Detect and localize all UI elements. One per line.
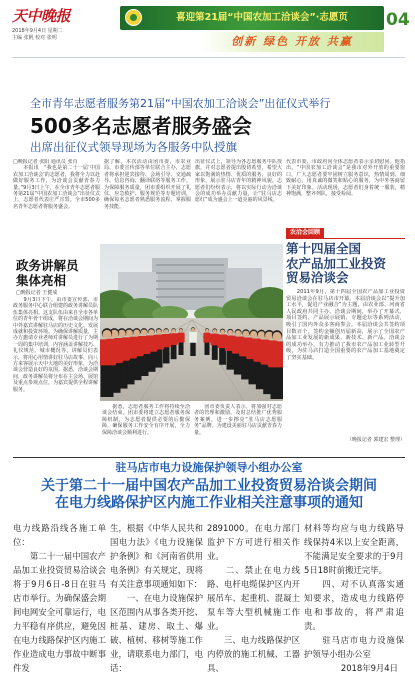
notice-paragraph: 材料等均应与电力线路导线保持4米以上安全距离，不能满足安全要求的于9月5日18时前搬迁完毕。 <box>304 523 404 575</box>
section-divider <box>13 457 405 458</box>
lead-column-4 <box>286 159 405 223</box>
lead-continued-column-1 <box>102 404 190 454</box>
lead-subhead: 出席出征仪式领导现场为各服务中队授旗 <box>30 140 237 154</box>
lead-continued-column-2 <box>194 404 282 454</box>
lead-byline: □晚报记者 张阳 通讯员 张肖 <box>13 159 78 165</box>
sidebar-paragraph: 2011年9月，第十四届全国农产品加工业投资贸易洽谈会在驻马店市开幕。本届洽谈会以“提升加工水平，促进产业融合”为主题，由农业部、河南省人民政府共同主办。洽谈会期间，举办了开幕式、项目签约、产品展示展销、专题论坛等系列活动，吸引了国内外众多客商参会。本届洽谈会共签约项目数百个，签约金额创历届新高，展示了全国农产品加工业发展的新成果、新技术、新产品。洽谈会的成功举办，有力推动了我市农产品加工业转型升级，为驻马店打造全国重要的农产品加工基地奠定了坚实基础。 <box>286 289 405 361</box>
side-story-body <box>13 297 98 454</box>
notice-paragraph: 生，根据《中华人民共和国电力法》《电力设施保护条例》和《河南省供用电条例》有关规定，现将有关注意事项通知如下： <box>110 523 203 589</box>
notice-salutation: 电力线路沿线各施工单位： <box>13 523 106 547</box>
notice-date: 2018年9月4日 <box>340 663 398 673</box>
notice-title-line: 在电力线路保护区内施工作业相关注意事项的通知 <box>55 495 363 511</box>
editor-credits: 主编 张帆 校对 张明 <box>12 35 57 41</box>
notice-title-line: 关于第二十一届中国农产品加工业投资贸易洽谈会期间 <box>41 478 377 494</box>
notice-paragraph: 第二十一届中国农产品加工业投资贸易洽谈会将于9月6日-8日在驻马店市举行。为确保盛会期间电网安全可靠运行，电力平稳有序供应，避免因在电力线路保护区内施工作业造成电力事故中断事件发 <box>13 551 106 673</box>
masthead-divider <box>12 57 405 58</box>
side-story-byline: □晚报记者 王健成 <box>16 290 58 296</box>
sidebar-title-line: 第十四届全国 <box>286 241 362 256</box>
side-story-paragraph: 9月3日下午，由市委宣传部、市政务服务中心联合组建的政务讲解员队伍集体亮相。这支队伍由来自全市各单位的青年骨干组成，将在洽谈会期间为中外嘉宾讲解驻马店的历史文化、发展成就和投资环境。为确保讲解质量，主办方邀请专业老师对讲解员进行了为期一周的集中培训，内容涵盖讲解技巧、礼仪规范、城市概况等。讲解员们表示，将用心用情讲好驻马店故事，向八方来客展示天中大地的美好形象，为洽谈会营造良好的氛围。据悉，洽谈会期间，政务讲解员将分布在主会场、展馆及重点参观点位，为嘉宾提供全程讲解服务。 <box>13 297 98 393</box>
lead-paragraph: 本报讯 “我也是第二十一届‘中国农加工洽谈会’的志愿者，我将全力以赴做好服务工作，为洽谈会贡献青春力量。”9月3日上午，在全市青年志愿者服务第21届“中国农加工洽谈会”出征仪式上，志愿者代表庄严宣誓。全市500多名青年志愿者将服务盛会。 <box>13 165 100 210</box>
emblem-center <box>130 14 137 21</box>
lead-column-1 <box>13 159 100 241</box>
notice-paragraph: 一、在电力设施保护区范围内从事各类开挖、桩基、建房、取土、爆破、植树、移树等施工作业，请联系电力部门，电话： <box>110 593 203 673</box>
side-story-title: 政务讲解员集体亮相 <box>16 258 79 288</box>
lead-paragraph: 据了解，本次活动由团市委、市农业局、市委宣传部等单位联合主办，志愿者将承担迎宾接待、会场引导、交通疏导、信息咨询、翻译联络等服务工作。为保障服务质量，团市委组织开展了礼仪、应急救护、服务规范等专题培训，确保每名志愿者熟悉服务流程、掌握服务技能。 <box>104 159 191 210</box>
lead-column-3 <box>195 159 282 241</box>
slogan: 创新 绿色 开放 共赢 <box>231 35 353 48</box>
section-banner <box>120 6 384 30</box>
page-number: 04 <box>386 10 410 30</box>
notice-column-1 <box>13 521 106 675</box>
notice-paragraph: 三、电力线路保护区内停放的施工机械、工器具、 <box>207 635 300 673</box>
volunteers-photo <box>100 244 283 401</box>
sidebar-title-line: 贸易洽谈会 <box>286 270 349 285</box>
slogan-strip <box>200 32 384 52</box>
notice-paragraph: 2891000。在电力部门监护下方可进行相关作业。 <box>207 523 300 561</box>
sidebar-credit: （晚报记者 郭建宏 整理） <box>346 437 405 443</box>
sidebar-tag-rule <box>286 238 405 239</box>
sidebar-tag: 农洽会回顾 <box>286 228 324 238</box>
notice-signature: 驻马店市电力设施保护领导小组办公室 <box>304 635 404 659</box>
sidebar-title-line: 农产品加工业投资 <box>286 255 387 271</box>
newspaper-logo: 天中晚报 <box>12 7 71 25</box>
banner-title: 喜迎第21届“中国农加工洽谈会”·志愿页 <box>176 12 348 23</box>
lead-paragraph: 团市委负责人表示，将加强对志愿者的管理和激励，及时总结推广优秀服务案例，进一步擦亮“驻马店志愿服务”品牌，为建设美丽驻马店贡献青春力量。 <box>194 404 282 436</box>
lead-headline: 500多名志愿者服务盛会 <box>30 114 252 138</box>
notice-column-4 <box>304 521 404 675</box>
fair-emblem-icon <box>125 9 142 26</box>
lead-column-2 <box>104 159 191 241</box>
notice-column-3 <box>207 521 300 675</box>
sidebar-body <box>286 289 405 435</box>
lead-paragraph: 出征仪式上，领导为各志愿服务中队授旗，并对志愿者提出殷切希望，希望大家以饱满的热情、优质的服务、良好的形象，展示驻马店青年的精神风貌。志愿者们纷纷表示，将以实际行动为洽谈会的成功举办贡献力量，让“驻马店志愿红”成为盛会上一道亮丽的风景线。 <box>195 159 282 204</box>
lead-paragraph: 据悉，志愿者服务工作将持续至洽谈会结束。团市委将建立志愿者服务保障机制，为志愿者提供必要的后勤保障，确保服务工作安全有序开展，全力保障洽谈会顺利进行。 <box>102 404 190 436</box>
lead-paragraph: 代表市委、市政府向全体志愿者表示亲切慰问。他指出，“中国农加工洽谈会”是我市对外开放的重要窗口，广大志愿者要牢固树立服务意识，热情周到、细致耐心，用真诚的微笑和贴心的服务，为中外客商留下美好印象。活动现场，志愿者们身着统一服装，精神饱满，整齐列队，接受检阅。 <box>286 159 405 198</box>
notice-paragraph: 四、对不认真落实通知要求，造成电力线路停电和事故的，将严肃追责。 <box>304 579 404 631</box>
notice-issuer: 驻马店市电力设施保护领导小组办公室 <box>115 461 303 474</box>
sidebar-title <box>286 242 405 286</box>
photo-canvas <box>100 244 283 401</box>
notice-paragraph: 二、禁止在电力线路、电杆电缆保护区内开展吊车、起重机、混凝土泵车等大型机械施工作业。 <box>207 565 300 631</box>
notice-column-2 <box>110 521 203 675</box>
lead-kicker: 全市青年志愿者服务第21届“中国农加工洽谈会”出征仪式举行 <box>30 97 331 110</box>
issue-date: 2018年9月4日 星期二 <box>12 28 63 34</box>
